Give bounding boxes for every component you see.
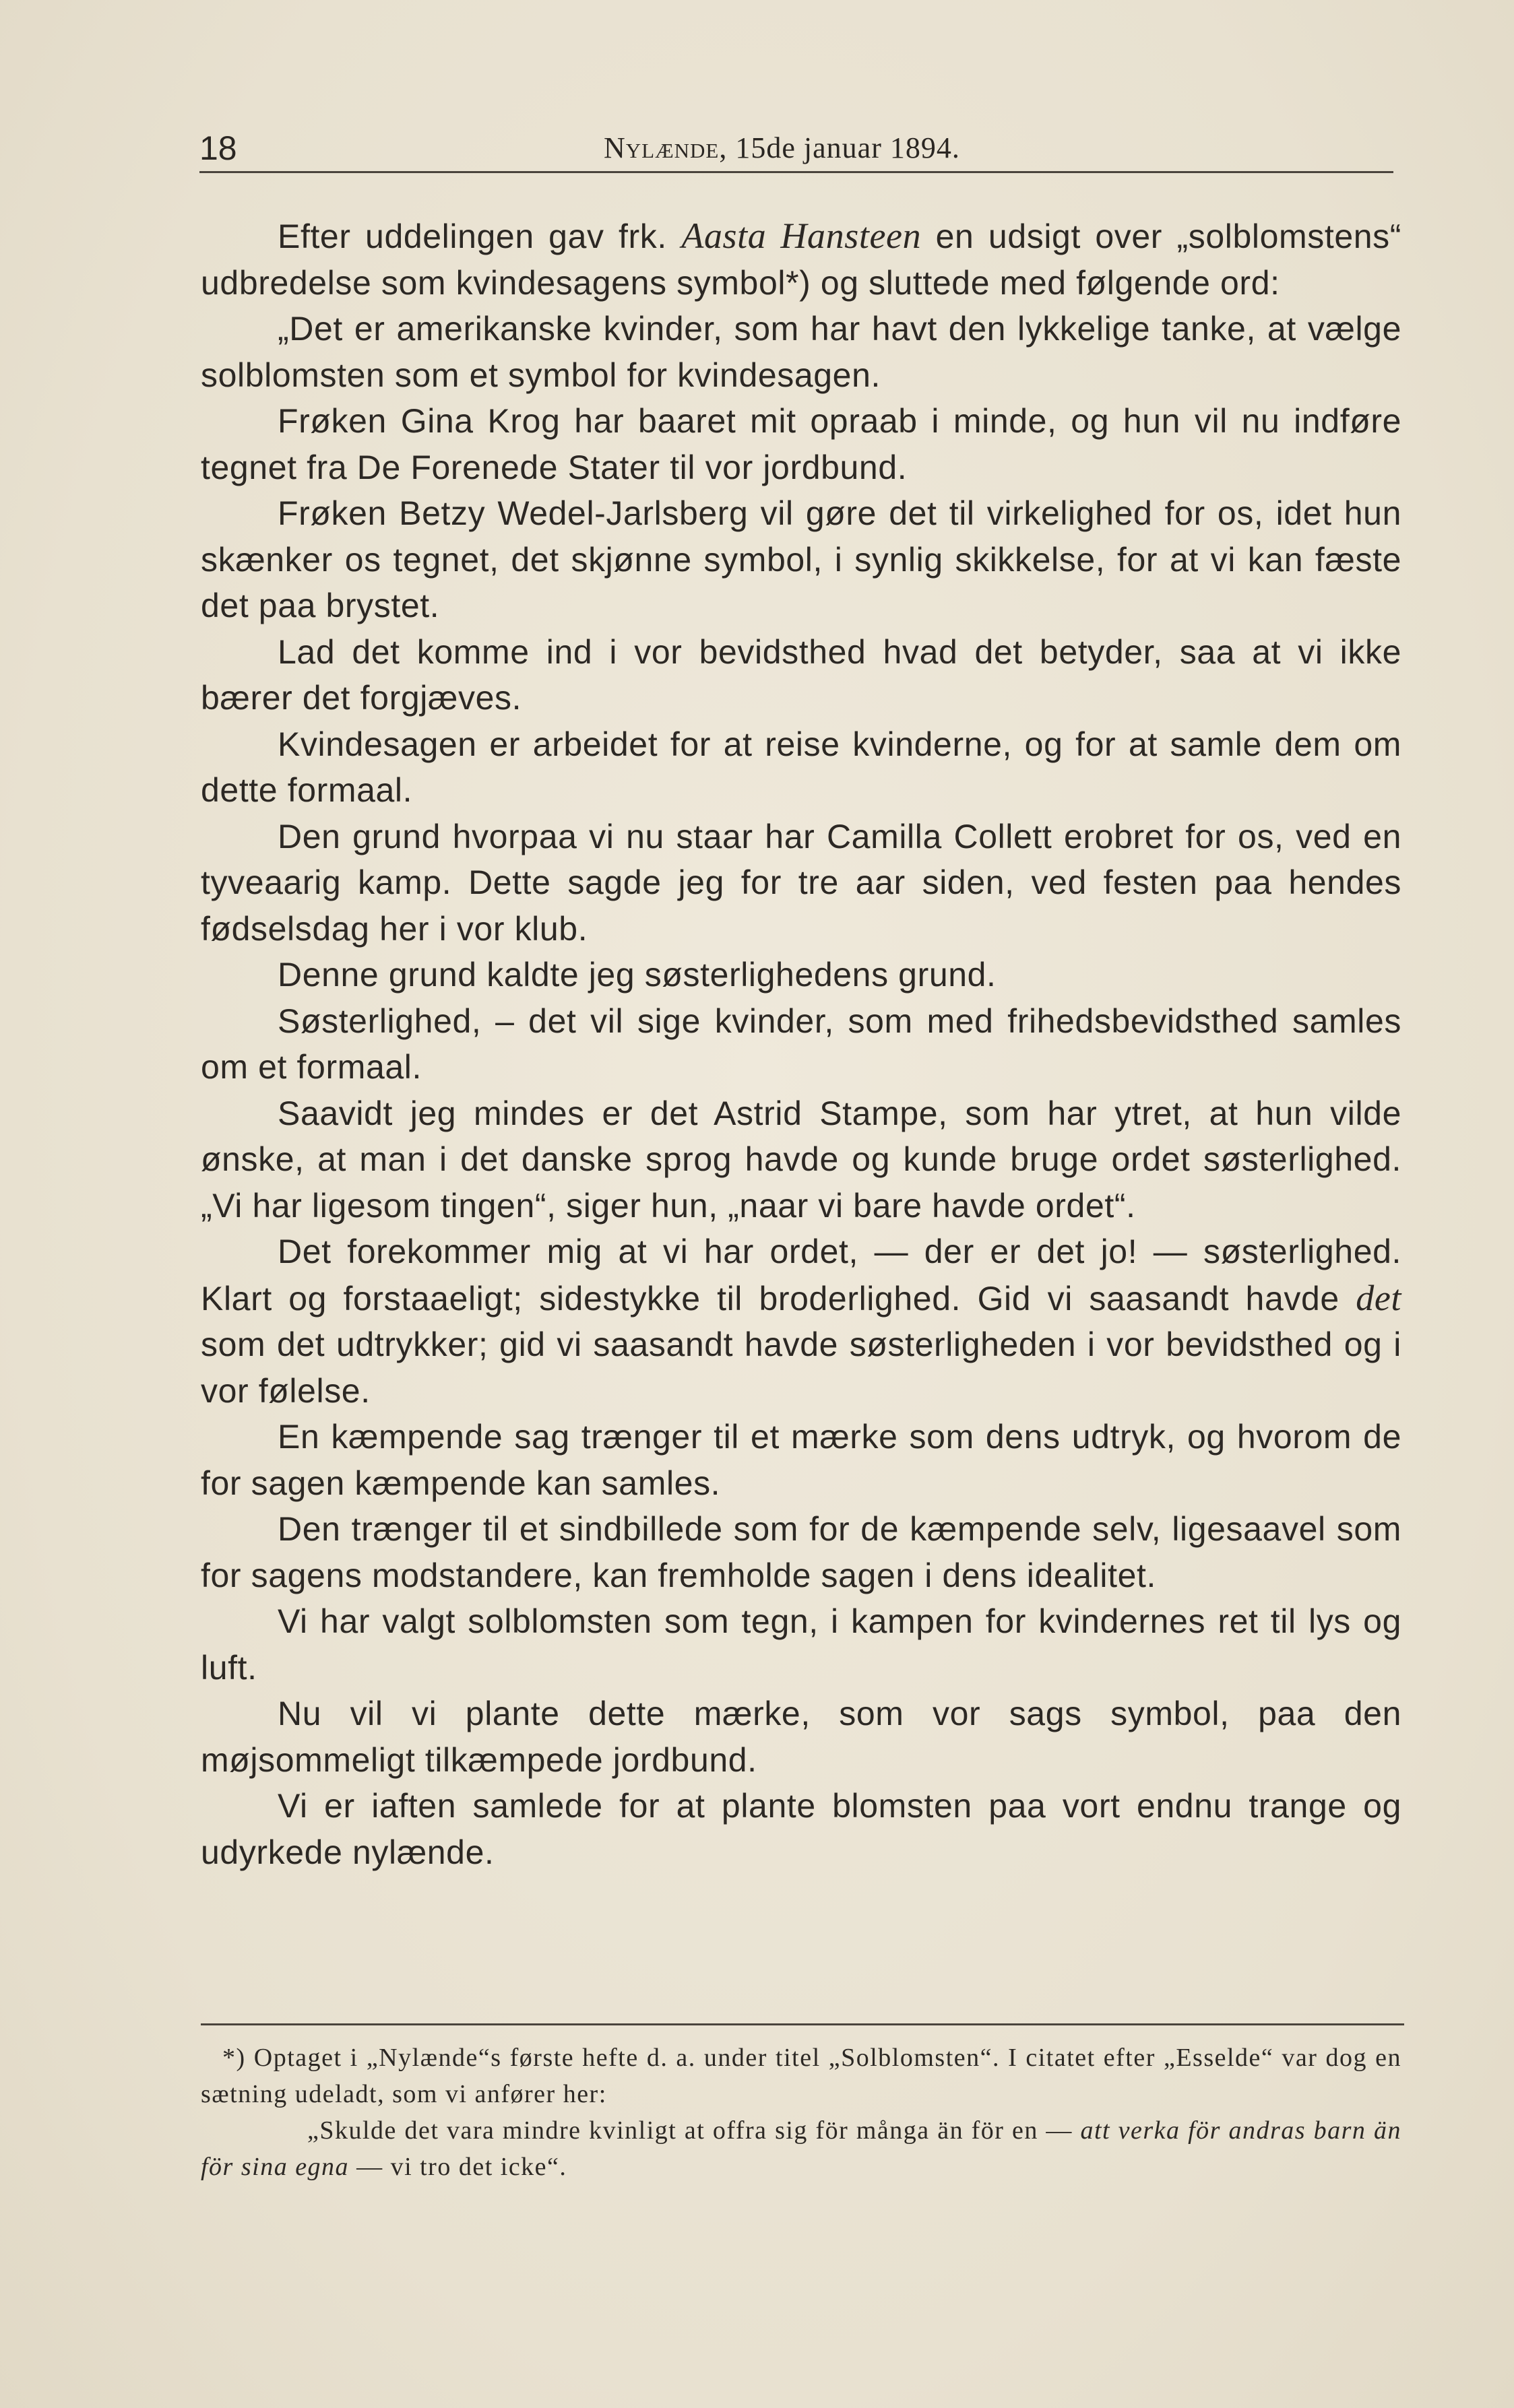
paragraph: Søsterlighed, – det vil sige kvinder, som med frihedsbevidsthed samles om et formaal. (201, 1002, 1401, 1086)
page-number: 18 (199, 129, 237, 167)
paragraph: Nu vil vi plante dette mærke, som vor sags symbol, paa den møjsommeligt tilkæmpede jordbund. (201, 1695, 1401, 1779)
paragraph: Den grund hvorpaa vi nu staar har Camilla Collett erobret for os, ved en tyveaarig kamp. Dette sagde jeg for tre aar siden, ved festen paa hendes fødselsdag her i vor klub. (201, 817, 1401, 948)
quote-text: — vi tro det icke“. (349, 2153, 567, 2181)
paragraph: Frøken Gina Krog har baaret mit opraab i minde, og hun vil nu indføre tegnet fra De Forenede Stater til vor jordbund. (201, 402, 1401, 486)
issue-date: 15de januar 1894. (735, 131, 960, 164)
article-body (201, 213, 1401, 1875)
paragraph: „Det er amerikanske kvinder, som har havt den lykkelige tanke, at vælge solblomsten som et symbol for kvindesagen. (201, 310, 1401, 394)
paragraph: Den trænger til et sindbillede som for de kæmpende selv, ligesaavel som for sagens modstandere, kan fremholde sagen i dens idealitet. (201, 1510, 1401, 1594)
publication-title: Nylænde, (604, 131, 728, 164)
emphasis: det (1356, 1277, 1401, 1318)
paragraph: En kæmpende sag trænger til et mærke som dens udtryk, og hvorom de for sagen kæmpende kan samles. (201, 1418, 1401, 1502)
quote-text: „Skulde det vara mindre kvinligt at offra sig för många än för en — (307, 2116, 1081, 2145)
paragraph: Denne grund kaldte jeg søsterlighedens grund. (278, 956, 997, 994)
paragraph: Saavidt jeg mindes er det Astrid Stampe, som har ytret, at hun vilde ønske, at man i det danske sprog havde og kunde bruge ordet søsterlighed. „Vi har ligesom tingen“, siger hun, „naar vi bare havde ordet“. (201, 1094, 1401, 1225)
paragraph: Kvindesagen er arbeidet for at reise kvinderne, og for at samle dem om dette formaal. (201, 725, 1401, 809)
page-header (199, 115, 1393, 173)
paragraph: Frøken Betzy Wedel-Jarlsberg vil gøre det til virkelighed for os, idet hun skænker os tegnet, det skjønne symbol, i synlig skikkelse, for at vi kan fæste det paa brystet. (201, 494, 1401, 624)
footnote-text: *) Optaget i „Nylænde“s første hefte d. a. under titel „Solblomsten“. I citatet efter „Esselde“ var dog en sætning udeladt, som vi anfører her: (201, 2044, 1401, 2108)
paragraph-text: Efter uddelingen gav frk. (278, 218, 682, 255)
paragraph: Vi er iaften samlede for at plante blomsten paa vort endnu trange og udyrkede nylænde. (201, 1787, 1401, 1871)
footnote (201, 2040, 1401, 2185)
paragraph (201, 213, 1401, 306)
footnote-divider (201, 2023, 1404, 2025)
footnote-quote (201, 2112, 1401, 2185)
paragraph-text: Det forekommer mig at vi har ordet, — der er det jo! — søsterlighed. Klart og forstaaeligt; sidestykke til broderlighed. Gid vi saasandt havde (201, 1233, 1401, 1317)
person-name: Aasta Hansteen (681, 216, 922, 256)
paragraph (201, 1229, 1401, 1414)
paragraph: Lad det komme ind i vor bevidsthed hvad det betyder, saa at vi ikke bærer det forgjæves. (201, 632, 1401, 717)
quote-emphasis: att verka för andras barn än för sina egna (201, 2116, 1401, 2181)
paragraph-text: som det udtrykker; gid vi saasandt havde søsterligheden i vor bevidsthed og i vor følelse. (201, 1326, 1401, 1410)
paragraph: Vi har valgt solblomsten som tegn, i kampen for kvindernes ret til lys og luft. (201, 1602, 1401, 1687)
paragraph-text: en udsigt over „solblomstens“ udbredelse som kvindesagens symbol*) og sluttede med følgende ord: (201, 218, 1402, 302)
running-head (604, 128, 960, 168)
